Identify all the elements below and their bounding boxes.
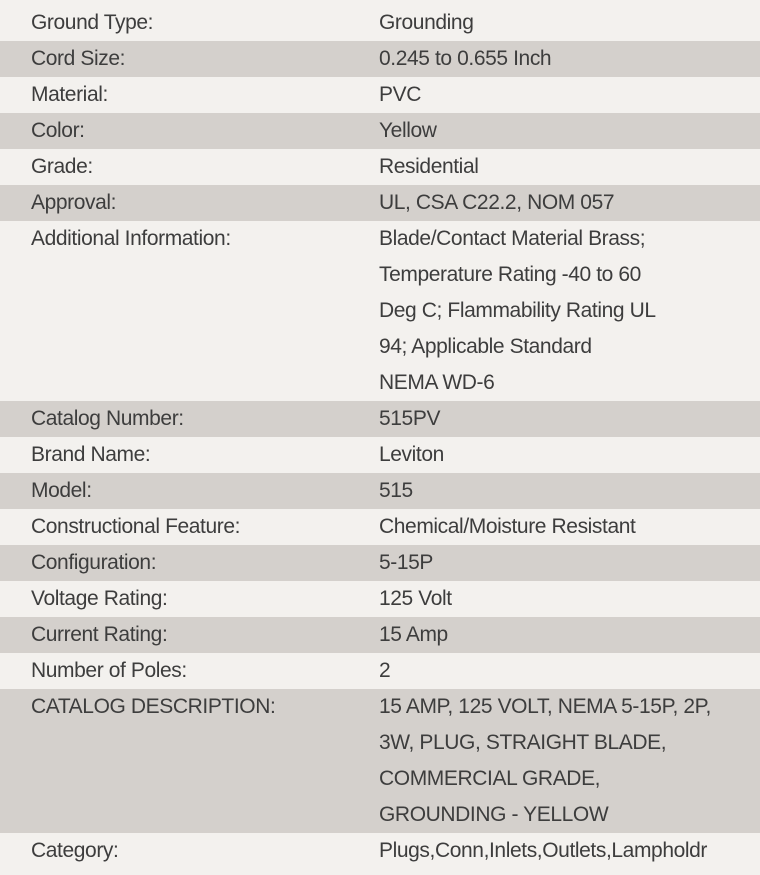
spec-value: 15 AMP, 125 VOLT, NEMA 5-15P, 2P, 3W, PLUG, STRAIGHT BLADE, COMMERCIAL GRADE, GROUNDING - YELLOW — [379, 695, 711, 826]
spec-row-ground-type — [0, 5, 760, 41]
spec-row-catalog-description — [0, 689, 760, 833]
spec-label: Approval: — [31, 191, 117, 214]
spec-row-voltage-rating — [0, 581, 760, 617]
spec-label: Constructional Feature: — [31, 515, 241, 538]
spec-label: Cord Size: — [31, 47, 126, 70]
spec-row-model — [0, 473, 760, 509]
spec-value: 125 Volt — [379, 587, 452, 610]
spec-label: Catalog Number: — [31, 407, 184, 430]
spec-value: Leviton — [379, 443, 444, 466]
spec-row-cord-size — [0, 41, 760, 77]
spec-row-brand-name — [0, 437, 760, 473]
spec-row-number-of-poles — [0, 653, 760, 689]
spec-label: Model: — [31, 479, 92, 502]
spec-row-approval — [0, 185, 760, 221]
spec-label: Ground Type: — [31, 11, 154, 34]
spec-row-additional-information — [0, 221, 760, 401]
spec-label: Category: — [31, 839, 119, 862]
spec-row-catalog-number — [0, 401, 760, 437]
spec-label: Grade: — [31, 155, 93, 178]
spec-label: Voltage Rating: — [31, 587, 168, 610]
spec-value: PVC — [379, 83, 421, 106]
spec-label: Material: — [31, 83, 108, 106]
spec-row-category — [0, 833, 760, 869]
spec-row-material — [0, 77, 760, 113]
spec-label: Additional Information: — [31, 227, 231, 250]
spec-label: CATALOG DESCRIPTION: — [31, 695, 276, 718]
spec-value: 515 — [379, 479, 413, 502]
spec-value: 2 — [379, 659, 391, 682]
spec-label: Current Rating: — [31, 623, 168, 646]
spec-value: Chemical/Moisture Resistant — [379, 515, 636, 538]
spec-row-grade — [0, 149, 760, 185]
spec-value: Yellow — [379, 119, 437, 142]
spec-value: UL, CSA C22.2, NOM 057 — [379, 191, 615, 214]
spec-row-configuration — [0, 545, 760, 581]
spec-value: 15 Amp — [379, 623, 448, 646]
spec-row-constructional-feature — [0, 509, 760, 545]
spec-label: Configuration: — [31, 551, 157, 574]
spec-label: Brand Name: — [31, 443, 151, 466]
spec-value: 5-15P — [379, 551, 434, 574]
spec-value: 0.245 to 0.655 Inch — [379, 47, 552, 70]
spec-value: Residential — [379, 155, 479, 178]
spec-value: Blade/Contact Material Brass; Temperature Rating -40 to 60 Deg C; Flammability Rating UL 94; Applicable Standard NEMA WD-6 — [379, 227, 656, 394]
spec-row-color — [0, 113, 760, 149]
spec-value: Grounding — [379, 11, 474, 34]
spec-value: Plugs,Conn,Inlets,Outlets,Lampholdr — [379, 839, 708, 862]
spec-row-current-rating — [0, 617, 760, 653]
spec-label: Number of Poles: — [31, 659, 187, 682]
spec-value: 515PV — [379, 407, 441, 430]
spec-label: Color: — [31, 119, 85, 142]
